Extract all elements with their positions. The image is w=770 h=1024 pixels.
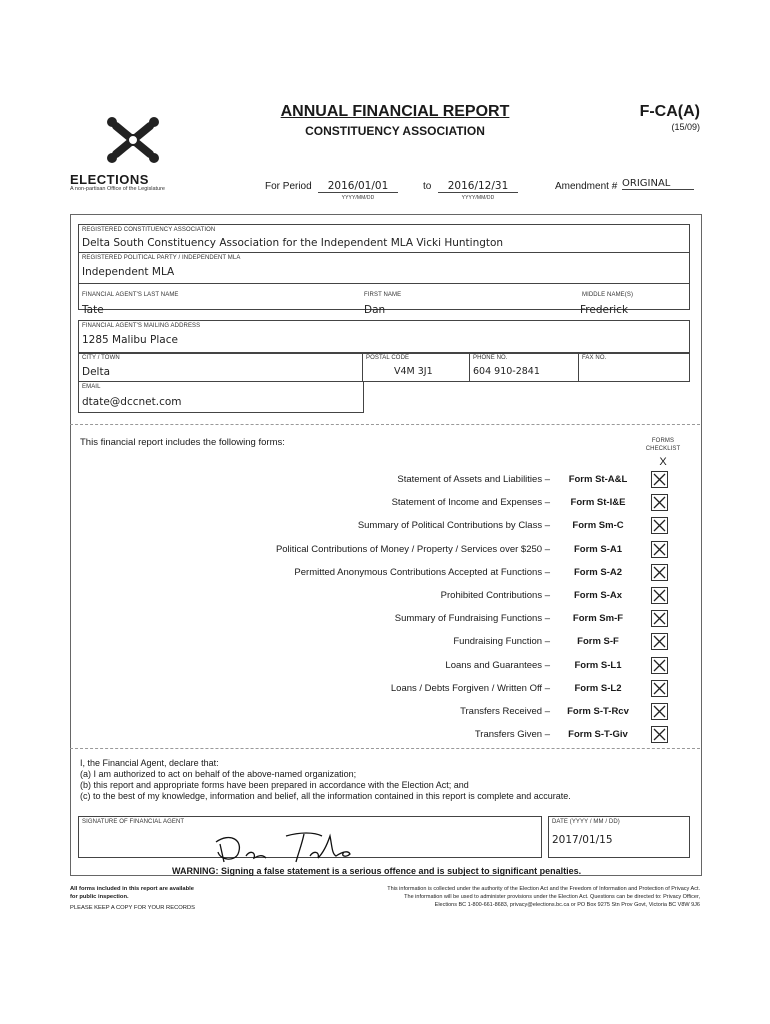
- form-checkbox-checked[interactable]: [651, 726, 668, 743]
- email-value: dtate@dccnet.com: [82, 396, 182, 408]
- period-to-label: to: [423, 181, 432, 192]
- elections-logo: [98, 110, 168, 170]
- agent-signature: [210, 822, 370, 866]
- ca-value: Delta South Constituency Association for the Independent MLA Vicki Huntington: [82, 237, 504, 249]
- report-title: ANNUAL FINANCIAL REPORT: [280, 103, 510, 120]
- form-item-code: Form St-A&L: [568, 474, 628, 485]
- form-item-label: Prohibited Contributions –: [440, 590, 550, 601]
- declaration-line-2: (a) I am authorized to act on behalf of the above-named organization;: [80, 769, 357, 779]
- period-label: For Period: [265, 181, 312, 192]
- footer-right-3: Elections BC 1-800-661-8683, privacy@elections.bc.ca or PO Box 9275 Stn Prov Govt, Victoria BC V8W 9J6: [434, 902, 700, 908]
- declaration-line-3: (b) this report and appropriate forms have been prepared in accordance with the Election Act; and: [80, 780, 469, 790]
- form-item-code: Form S-T-Rcv: [567, 706, 629, 717]
- form-checkbox-checked[interactable]: [651, 680, 668, 697]
- footer-right-1: This information is collected under the authority of the Election Act and the Freedom of Information and Protection of Privacy Act.: [387, 886, 700, 892]
- checkmark-x-icon: [652, 681, 667, 696]
- period-from: 2016/01/01: [318, 180, 398, 193]
- form-item-label: Transfers Given –: [474, 729, 550, 740]
- form-code: F-CA(A): [639, 103, 700, 120]
- contact-divider-1: [362, 352, 363, 381]
- form-item-code: Form Sm-F: [572, 613, 624, 624]
- phone-value: 604 910-2841: [473, 366, 540, 377]
- declaration-line-1: I, the Financial Agent, declare that:: [80, 758, 219, 768]
- period-to-format: YYYY/MM/DD: [461, 195, 495, 201]
- footer-left-3: PLEASE KEEP A COPY FOR YOUR RECORDS: [70, 905, 195, 911]
- form-item-label: Loans / Debts Forgiven / Written Off –: [390, 683, 550, 694]
- city-value: Delta: [82, 366, 111, 378]
- form-item-label: Fundraising Function –: [453, 636, 550, 647]
- section-divider: [70, 424, 700, 425]
- amendment-value: ORIGINAL: [622, 178, 694, 190]
- declaration-line-4: (c) to the best of my knowledge, information and belief, all the information contained in this report is complete and accurate.: [80, 791, 571, 801]
- last-name-value: Tate: [82, 304, 104, 316]
- elections-logo-icon: [98, 110, 168, 170]
- contact-divider-3: [578, 352, 579, 381]
- checklist-heading-2: CHECKLIST: [645, 446, 681, 452]
- checkmark-x-icon: [652, 542, 667, 557]
- period-to: 2016/12/31: [438, 180, 518, 193]
- form-checkbox-checked[interactable]: [651, 703, 668, 720]
- form-item-code: Form S-L2: [574, 683, 622, 694]
- report-subtitle: CONSTITUENCY ASSOCIATION: [305, 124, 485, 138]
- form-item-label: Transfers Received –: [460, 706, 550, 717]
- checkmark-x-icon: [652, 518, 667, 533]
- footer-left-1: All forms included in this report are available: [70, 886, 195, 892]
- checkmark-x-icon: [652, 588, 667, 603]
- address-label: FINANCIAL AGENT'S MAILING ADDRESS: [82, 323, 201, 329]
- postal-label: POSTAL CODE: [366, 355, 410, 361]
- form-item-label: Political Contributions of Money / Property / Services over $250 –: [275, 544, 550, 555]
- checkmark-x-icon: [652, 611, 667, 626]
- signature-label: SIGNATURE OF FINANCIAL AGENT: [82, 819, 185, 825]
- footer-right-2: The information will be used to administer provisions under the Election Act. Questions can be directed to: Privacy Officer,: [404, 894, 700, 900]
- form-checkbox-checked[interactable]: [651, 657, 668, 674]
- city-label: CITY / TOWN: [82, 355, 120, 361]
- form-checkbox-checked[interactable]: [651, 633, 668, 650]
- form-checkbox-checked[interactable]: [651, 564, 668, 581]
- form-checkbox-checked[interactable]: [651, 494, 668, 511]
- form-item-label: Statement of Income and Expenses –: [391, 497, 550, 508]
- form-item-code: Form St-I&E: [570, 497, 626, 508]
- declaration-divider: [70, 748, 700, 749]
- checklist-mark: X: [659, 456, 667, 468]
- checklist-heading-1: FORMS: [651, 438, 675, 444]
- checkmark-x-icon: [652, 472, 667, 487]
- checkmark-x-icon: [652, 727, 667, 742]
- checkmark-x-icon: [652, 565, 667, 580]
- phone-label: PHONE NO.: [473, 355, 508, 361]
- contact-divider-2: [469, 352, 470, 381]
- form-item-code: Form S-L1: [574, 660, 622, 671]
- last-name-label: FINANCIAL AGENT'S LAST NAME: [82, 292, 179, 298]
- party-value: Independent MLA: [82, 266, 175, 278]
- party-label: REGISTERED POLITICAL PARTY / INDEPENDENT MLA: [82, 255, 241, 261]
- checkmark-x-icon: [652, 658, 667, 673]
- postal-value: V4M 3J1: [394, 366, 433, 377]
- form-item-code: Form Sm-C: [572, 520, 624, 531]
- checkmark-x-icon: [652, 634, 667, 649]
- form-item-label: Summary of Political Contributions by Class –: [357, 520, 550, 531]
- form-item-label: Permitted Anonymous Contributions Accepted at Functions –: [294, 567, 550, 578]
- form-version: (15/09): [671, 122, 700, 132]
- handwritten-signature-icon: [210, 822, 370, 866]
- form-item-code: Form S-Ax: [573, 590, 623, 601]
- amendment-label: Amendment #: [555, 181, 618, 192]
- form-checkbox-checked[interactable]: [651, 587, 668, 604]
- ca-label: REGISTERED CONSTITUENCY ASSOCIATION: [82, 227, 216, 233]
- checkmark-x-icon: [652, 495, 667, 510]
- address-value: 1285 Malibu Place: [82, 334, 178, 346]
- form-item-code: Form S-F: [577, 636, 619, 647]
- form-item-label: Summary of Fundraising Functions –: [394, 613, 550, 624]
- party-divider: [78, 283, 689, 284]
- ca-divider: [78, 252, 689, 253]
- form-checkbox-checked[interactable]: [651, 471, 668, 488]
- first-name-value: Dan: [364, 304, 386, 316]
- first-name-label: FIRST NAME: [364, 292, 402, 298]
- form-item-code: Form S-A1: [573, 544, 623, 555]
- footer-left-2: for public inspection.: [70, 894, 129, 900]
- form-checkbox-checked[interactable]: [651, 517, 668, 534]
- forms-intro: This financial report includes the following forms:: [80, 437, 285, 448]
- date-label: DATE (YYYY / MM / DD): [552, 819, 620, 825]
- logo-text: ELECTIONS: [70, 172, 149, 187]
- form-item-code: Form S-A2: [573, 567, 623, 578]
- form-item-label: Loans and Guarantees –: [445, 660, 550, 671]
- form-item-label: Statement of Assets and Liabilities –: [397, 474, 550, 485]
- email-label: EMAIL: [82, 384, 101, 390]
- checkmark-x-icon: [652, 704, 667, 719]
- form-item-code: Form S-T-Giv: [568, 729, 628, 740]
- logo-tagline: A non-partisan Office of the Legislature: [70, 186, 165, 192]
- warning-text: WARNING: Signing a false statement is a serious offence and is subject to significant penalties.: [172, 866, 582, 876]
- fax-label: FAX NO.: [582, 355, 607, 361]
- middle-name-value: Frederick: [580, 304, 629, 316]
- form-checkbox-checked[interactable]: [651, 610, 668, 627]
- date-value: 2017/01/15: [552, 834, 613, 846]
- form-checkbox-checked[interactable]: [651, 541, 668, 558]
- period-from-format: YYYY/MM/DD: [341, 195, 375, 201]
- middle-name-label: MIDDLE NAME(S): [582, 292, 634, 298]
